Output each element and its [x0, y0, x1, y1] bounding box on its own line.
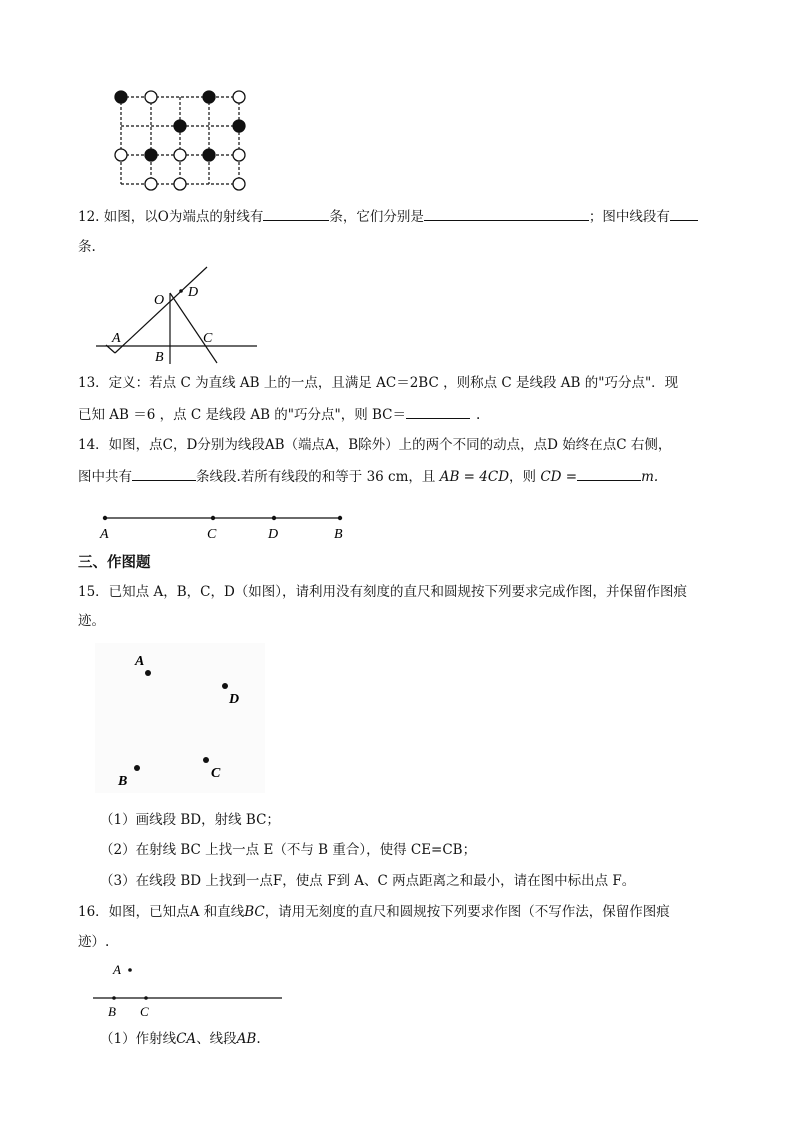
question-14-line-1: 14．如图，点C，D分别为线段AB（端点A，B除外）上的两个不同的动点，点D 始终在点C 右侧，	[78, 437, 672, 453]
question-14-line-2	[78, 467, 658, 486]
label-a: A	[100, 527, 109, 542]
question-14-text-2: 条线段.若所有线段的和等于 36 cm，且	[196, 469, 436, 485]
question-13-line-1: 13．定义：若点 C 为直线 AB 上的一点，且满足 AC＝2BC ，则称点 C 是线段 AB 的"巧分点"．现	[78, 375, 679, 391]
point-d	[179, 289, 183, 293]
question-14-cd: CD =	[540, 469, 578, 485]
question-12-text-2: 条，它们分别是	[329, 209, 424, 225]
question-14-text-1: 图中共有	[78, 469, 132, 485]
answer-blank	[670, 207, 698, 221]
answer-blank	[132, 467, 196, 481]
answer-blank	[577, 467, 641, 481]
question-16-segment-ab: AB	[236, 1031, 257, 1047]
label-c: C	[203, 331, 213, 346]
question-13-text: 已知 AB ＝6 ，点 C 是线段 AB 的"巧分点"，则 BC＝	[78, 407, 407, 423]
label-b: B	[334, 527, 343, 542]
segment-figure	[95, 508, 355, 544]
label-o: O	[154, 293, 165, 308]
label-d: D	[188, 285, 199, 300]
question-16-sub-1	[100, 1030, 261, 1048]
question-16-sub-text-1: （1）作射线	[100, 1031, 177, 1047]
answer-blank	[406, 405, 470, 419]
question-16-ray-ca: CA	[176, 1031, 197, 1047]
question-12-text-3: ；图中线段有	[588, 209, 670, 225]
question-16-text-2: ，请用无刻度的直尺和圆规按下列要求作图（不写作法，保留作图痕	[264, 904, 670, 920]
question-16-line-bc: BC	[244, 904, 265, 920]
label-b: B	[155, 350, 164, 365]
label-d: D	[229, 692, 240, 707]
question-12	[78, 207, 698, 226]
label-a: A	[112, 331, 121, 346]
question-15-line-1: 15．已知点 A，B，C，D（如图），请利用没有刻度的直尺和圆规按下列要求完成作图，并保留作图痕	[78, 584, 688, 600]
section-heading: 三、作图题	[78, 555, 151, 571]
answer-blank	[263, 207, 329, 221]
question-16-sub-text-2: 、线段	[196, 1031, 237, 1047]
question-16-text-1: 16．如图，已知点A 和直线	[78, 904, 245, 920]
label-c: C	[140, 1004, 149, 1019]
question-16-sub-end: .	[256, 1031, 261, 1047]
question-14-equation: AB = 4CD	[439, 469, 510, 485]
question-12-tail: 条.	[78, 239, 96, 255]
line-bc-figure	[90, 958, 290, 1020]
answer-blank	[424, 207, 589, 221]
rays-figure	[92, 262, 262, 366]
label-b: B	[118, 774, 128, 789]
label-d: D	[268, 527, 279, 542]
question-13-line-2	[78, 405, 480, 424]
dot-grid-figure	[108, 85, 254, 193]
question-14-unit: m.	[641, 469, 659, 485]
question-15-sub-2: （2）在射线 BC 上找一点 E（不与 B 重合），使得 CE=CB；	[100, 842, 477, 858]
question-15-sub-1: （1）画线段 BD，射线 BC；	[100, 812, 280, 828]
question-16-line-2: 迹）.	[78, 934, 110, 950]
label-a: A	[113, 962, 121, 977]
question-15-sub-3: （3）在线段 BD 上找到一点F，使点 F到 A、C 两点距离之和最小，请在图中标出点 F。	[100, 873, 636, 889]
question-15-line-2: 迹。	[78, 613, 105, 629]
question-12-number: 12.	[78, 209, 100, 225]
points-figure	[95, 643, 265, 793]
label-a: A	[135, 654, 145, 669]
question-16-line-1	[78, 903, 670, 921]
question-12-text-1: 如图，以O为端点的射线有	[103, 209, 264, 225]
label-b: B	[108, 1004, 116, 1019]
question-14-text-3: ，则	[509, 469, 537, 485]
question-13-end: .	[476, 407, 481, 423]
label-c: C	[207, 527, 217, 542]
label-c: C	[211, 766, 221, 781]
